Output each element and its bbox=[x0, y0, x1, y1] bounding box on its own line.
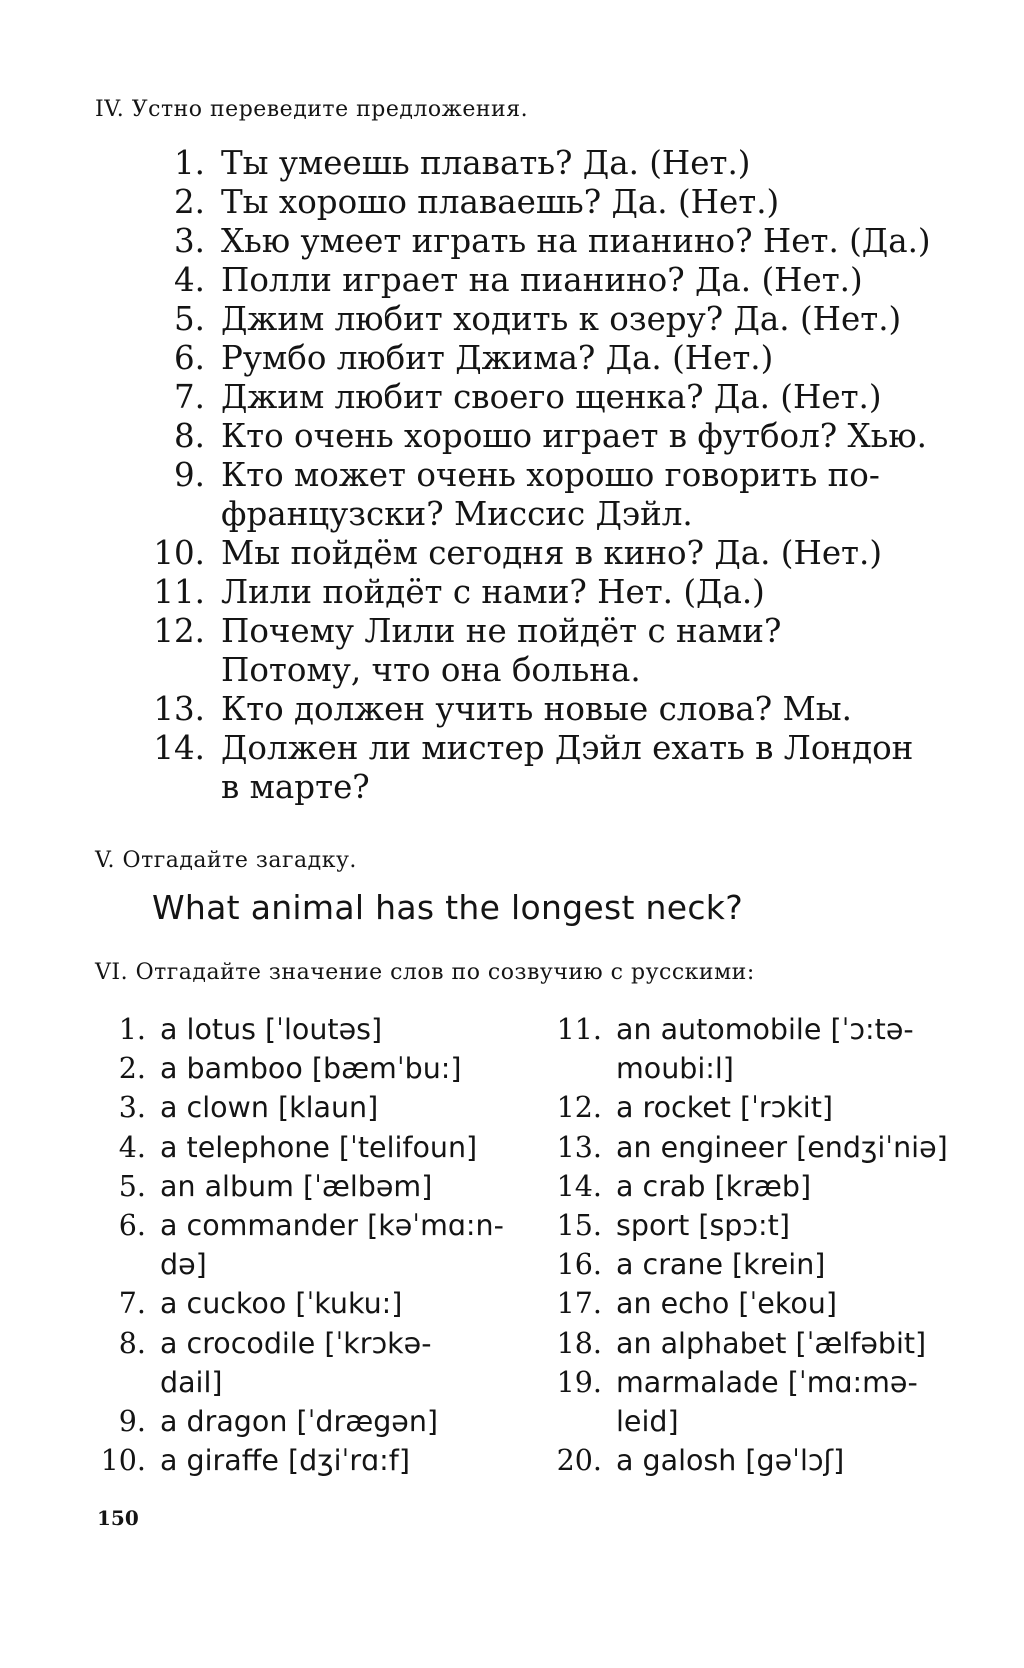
item-line: в марте? bbox=[221, 768, 370, 806]
item-line: a crab [kræb] bbox=[616, 1169, 812, 1203]
word-item bbox=[96, 1206, 516, 1284]
item-line: an echo [ˈekou] bbox=[616, 1287, 837, 1321]
item-text bbox=[616, 1441, 972, 1480]
item-text bbox=[221, 456, 970, 534]
word-item bbox=[96, 1167, 516, 1206]
section-iv-heading: IV. Устно переведите предложения. bbox=[95, 97, 529, 122]
item-number: 2. bbox=[173, 183, 205, 221]
item-line: an automobile [ˈɔ:tə- bbox=[616, 1013, 914, 1046]
sentence-item bbox=[150, 261, 970, 300]
item-number: 8. bbox=[173, 417, 205, 455]
sentence-item bbox=[150, 456, 970, 534]
item-text bbox=[616, 1284, 972, 1323]
item-number: 4. bbox=[118, 1130, 146, 1164]
item-line: Должен ли мистер Дэйл ехать в Лондон bbox=[221, 729, 914, 767]
item-number: 8. bbox=[118, 1326, 146, 1360]
item-text bbox=[616, 1206, 972, 1245]
word-item bbox=[552, 1363, 972, 1441]
word-item bbox=[552, 1088, 972, 1127]
item-text bbox=[221, 417, 970, 456]
item-number: 13. bbox=[153, 690, 205, 728]
item-text bbox=[160, 1088, 516, 1127]
item-text bbox=[221, 339, 970, 378]
item-number: 6. bbox=[173, 339, 205, 377]
item-line: sport [spɔ:t] bbox=[616, 1209, 790, 1243]
item-line: Хью умеет играть на пианино? Нет. (Да.) bbox=[221, 222, 931, 260]
item-line: a clown [klaun] bbox=[160, 1091, 379, 1125]
section-v-heading: V. Отгадайте загадку. bbox=[95, 848, 357, 873]
item-number: 18. bbox=[556, 1326, 602, 1360]
item-text bbox=[160, 1441, 516, 1480]
item-number: 1. bbox=[118, 1013, 146, 1046]
item-number: 9. bbox=[173, 456, 205, 494]
item-line: leid] bbox=[616, 1405, 679, 1439]
item-text bbox=[160, 1049, 516, 1088]
item-number: 14. bbox=[153, 729, 205, 767]
item-line: dail] bbox=[160, 1365, 223, 1399]
item-line: Лили пойдёт с нами? Нет. (Да.) bbox=[221, 573, 765, 611]
item-line: Джим любит ходить к озеру? Да. (Нет.) bbox=[221, 300, 902, 338]
item-text bbox=[160, 1128, 516, 1167]
word-item bbox=[96, 1010, 516, 1049]
word-item bbox=[552, 1206, 972, 1245]
item-line: a crocodile [ˈkrɔkə- bbox=[160, 1326, 432, 1360]
item-text bbox=[616, 1167, 972, 1206]
item-line: Джим любит своего щенка? Да. (Нет.) bbox=[221, 378, 882, 416]
item-number: 11. bbox=[556, 1013, 602, 1046]
item-line: an engineer [endʒiˈniə] bbox=[616, 1130, 948, 1164]
word-item bbox=[96, 1088, 516, 1127]
item-text bbox=[160, 1010, 516, 1049]
item-number: 13. bbox=[556, 1130, 602, 1164]
item-number: 6. bbox=[118, 1209, 146, 1243]
sentence-item bbox=[150, 612, 970, 690]
item-text bbox=[616, 1363, 972, 1441]
sentence-item bbox=[150, 573, 970, 612]
item-number: 12. bbox=[153, 612, 205, 650]
item-number: 9. bbox=[118, 1405, 146, 1439]
item-line: a giraffe [dʒiˈrɑ:f] bbox=[160, 1444, 410, 1478]
item-text bbox=[221, 573, 970, 612]
item-line: Потому, что она больна. bbox=[221, 651, 641, 689]
item-line: moubi:l] bbox=[616, 1052, 734, 1086]
word-item bbox=[552, 1245, 972, 1284]
item-number: 4. bbox=[173, 261, 205, 299]
item-number: 10. bbox=[100, 1444, 146, 1478]
item-text bbox=[221, 534, 970, 573]
item-line: a rocket [ˈrɔkit] bbox=[616, 1091, 834, 1125]
item-line: французски? Миссис Дэйл. bbox=[221, 495, 693, 533]
item-line: Кто должен учить новые слова? Мы. bbox=[221, 690, 852, 728]
item-text bbox=[221, 612, 970, 690]
item-text bbox=[221, 729, 970, 807]
item-number: 3. bbox=[173, 222, 205, 260]
item-line: Мы пойдём сегодня в кино? Да. (Нет.) bbox=[221, 534, 883, 572]
word-item bbox=[96, 1128, 516, 1167]
sentence-item bbox=[150, 300, 970, 339]
item-line: Румбо любит Джима? Да. (Нет.) bbox=[221, 339, 774, 377]
item-text bbox=[221, 378, 970, 417]
sentence-item bbox=[150, 339, 970, 378]
item-number: 14. bbox=[556, 1169, 602, 1203]
item-text bbox=[616, 1010, 972, 1088]
item-line: an album [ˈælbəm] bbox=[160, 1169, 433, 1203]
item-text bbox=[160, 1284, 516, 1323]
section-vi-heading: VI. Отгадайте значение слов по созвучию с русскими: bbox=[95, 960, 755, 985]
sentence-item bbox=[150, 690, 970, 729]
item-text bbox=[160, 1206, 516, 1284]
riddle-text: What animal has the longest neck? bbox=[152, 888, 744, 927]
item-number: 2. bbox=[118, 1052, 146, 1086]
item-line: marmalade [ˈmɑ:mə- bbox=[616, 1365, 918, 1399]
item-line: də] bbox=[160, 1248, 207, 1282]
item-number: 17. bbox=[556, 1287, 602, 1321]
sentence-item bbox=[150, 222, 970, 261]
item-number: 5. bbox=[118, 1169, 146, 1203]
item-line: Кто может очень хорошо говорить по- bbox=[221, 456, 880, 494]
word-item bbox=[552, 1284, 972, 1323]
item-text bbox=[221, 261, 970, 300]
word-item bbox=[96, 1049, 516, 1088]
item-text bbox=[616, 1324, 972, 1363]
sentence-item bbox=[150, 183, 970, 222]
item-text bbox=[160, 1324, 516, 1402]
word-item bbox=[552, 1128, 972, 1167]
item-text bbox=[616, 1088, 972, 1127]
item-line: a crane [krein] bbox=[616, 1248, 826, 1282]
word-item bbox=[552, 1010, 972, 1088]
item-text bbox=[221, 183, 970, 222]
item-number: 20. bbox=[556, 1444, 602, 1478]
word-item bbox=[552, 1167, 972, 1206]
item-number: 7. bbox=[118, 1287, 146, 1321]
sentence-item bbox=[150, 144, 970, 183]
item-line: Почему Лили не пойдёт с нами? bbox=[221, 612, 782, 650]
word-item bbox=[552, 1441, 972, 1480]
item-line: a dragon [ˈdrægən] bbox=[160, 1405, 439, 1439]
item-text bbox=[616, 1245, 972, 1284]
item-number: 10. bbox=[153, 534, 205, 572]
sentence-item bbox=[150, 534, 970, 573]
sentence-item bbox=[150, 378, 970, 417]
item-line: a galosh [gəˈlɔʃ] bbox=[616, 1444, 845, 1478]
word-item bbox=[96, 1402, 516, 1441]
page-number: 150 bbox=[97, 1506, 139, 1530]
item-number: 16. bbox=[556, 1248, 602, 1282]
item-line: Кто очень хорошо играет в футбол? Хью. bbox=[221, 417, 927, 455]
item-number: 3. bbox=[118, 1091, 146, 1125]
item-line: a cuckoo [ˈkuku:] bbox=[160, 1287, 403, 1321]
sentence-item bbox=[150, 417, 970, 456]
word-list-right bbox=[552, 1010, 972, 1480]
item-line: Ты умеешь плавать? Да. (Нет.) bbox=[221, 144, 751, 182]
item-text bbox=[160, 1167, 516, 1206]
item-line: an alphabet [ˈælfəbit] bbox=[616, 1326, 927, 1360]
item-line: a lotus [ˈloutəs] bbox=[160, 1013, 383, 1046]
item-text bbox=[221, 300, 970, 339]
item-line: a commander [kəˈmɑ:n- bbox=[160, 1209, 504, 1243]
item-text bbox=[221, 690, 970, 729]
item-text bbox=[221, 222, 970, 261]
item-number: 5. bbox=[173, 300, 205, 338]
word-item bbox=[96, 1441, 516, 1480]
item-number: 11. bbox=[153, 573, 205, 611]
item-number: 12. bbox=[556, 1091, 602, 1125]
item-text bbox=[616, 1128, 972, 1167]
word-item bbox=[96, 1324, 516, 1402]
item-line: a bamboo [bæmˈbu:] bbox=[160, 1052, 462, 1086]
item-line: a telephone [ˈtelifoun] bbox=[160, 1130, 478, 1164]
word-item bbox=[96, 1284, 516, 1323]
item-text bbox=[160, 1402, 516, 1441]
item-number: 15. bbox=[556, 1209, 602, 1243]
item-number: 19. bbox=[556, 1365, 602, 1399]
word-list-left bbox=[96, 1010, 516, 1480]
item-number: 1. bbox=[173, 144, 205, 182]
item-text bbox=[221, 144, 970, 183]
sentence-list bbox=[150, 144, 970, 807]
word-item bbox=[552, 1324, 972, 1363]
item-line: Полли играет на пианино? Да. (Нет.) bbox=[221, 261, 863, 299]
sentence-item bbox=[150, 729, 970, 807]
item-number: 7. bbox=[173, 378, 205, 416]
item-line: Ты хорошо плаваешь? Да. (Нет.) bbox=[221, 183, 780, 221]
